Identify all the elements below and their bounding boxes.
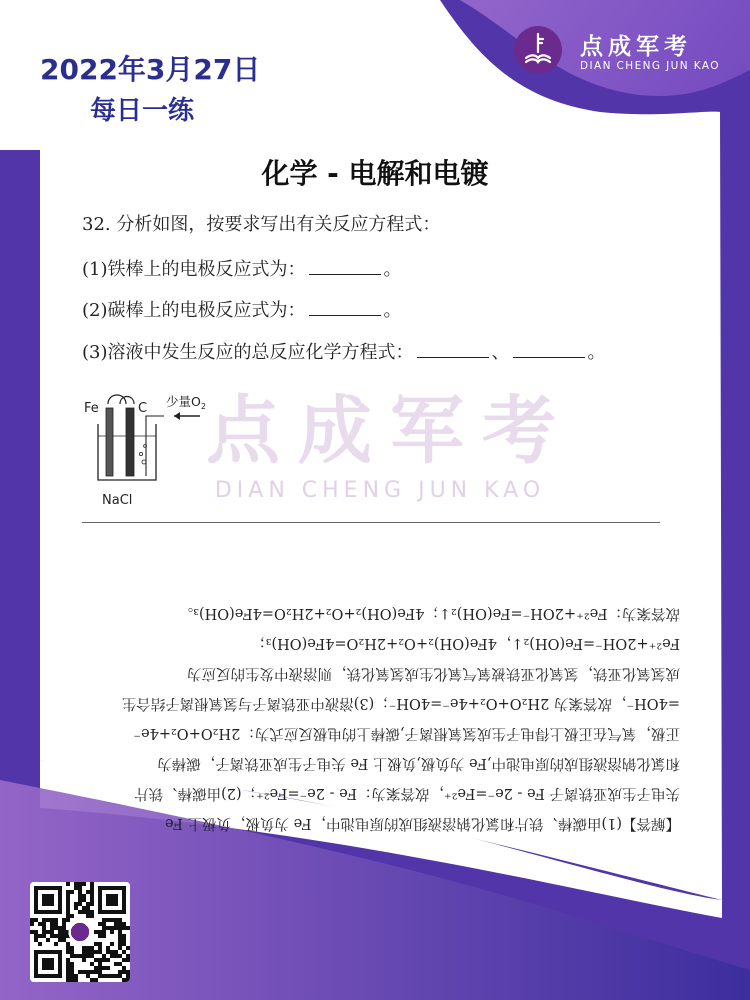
question-part-3-text: (3)溶液中发生反应的总反应化学方程式： [82,342,414,363]
qr-module [98,942,102,946]
qr-module [86,970,90,974]
qr-module [106,966,110,970]
qr-module [86,914,90,918]
qr-module [90,894,94,898]
qr-module [86,902,90,906]
qr-module [46,930,50,934]
qr-module [82,946,86,950]
qr-module [118,962,122,966]
qr-module [66,890,70,894]
question-part-2-text: (2)碳棒上的电极反应式为： [82,300,306,321]
qr-module [122,978,126,982]
qr-module [90,946,94,950]
qr-module [98,966,102,970]
qr-module [122,934,126,938]
qr-module [82,950,86,954]
answer-line: 失电子生成亚铁离子 Fe - 2e⁻=Fe²⁺，故答案为：Fe - 2e⁻=Fe²⁺；(2)由碳棒、铁片 [134,785,680,801]
daily-practice-heading: 每日一练 [90,96,195,126]
qr-module [54,918,58,922]
qr-module [82,910,86,914]
qr-module [66,898,70,902]
qr-module [74,882,78,886]
qr-module [118,946,122,950]
qr-module [38,922,42,926]
qr-module [122,970,126,974]
qr-module [102,930,106,934]
qr-module [70,950,74,954]
qr-module [70,914,74,918]
qr-module [66,970,70,974]
qr-module [118,930,122,934]
qr-module [114,950,118,954]
qr-module [78,898,82,902]
qr-module [82,894,86,898]
qr-module [94,930,98,934]
watermark-subtext: DIAN CHENG JUN KAO [214,478,546,503]
qr-module [38,942,42,946]
qr-module [126,974,130,978]
electrochemical-cell-diagram [82,392,212,514]
qr-module [98,970,102,974]
qr-module [122,958,126,962]
qr-module [70,970,74,974]
qr-module [82,958,86,962]
qr-module [118,918,122,922]
qr-module [30,922,34,926]
qr-module [66,918,70,922]
qr-module [122,942,126,946]
qr-module [58,938,62,942]
qr-module [78,894,82,898]
gas-tube [146,416,164,476]
divider [82,522,660,523]
period-mark: 。 [587,342,606,363]
qr-module [54,942,58,946]
qr-module [62,930,66,934]
qr-module [122,950,126,954]
qr-module [118,970,122,974]
qr-module [86,954,90,958]
qr-module [94,958,98,962]
qr-module [78,954,82,958]
qr-module [66,958,70,962]
answer-line: =4OH⁻，故答案为 2H₂O+O₂+4e⁻=4OH⁻；(3)溶液中亚铁离子与氢氧根离子结合生 [121,695,680,711]
qr-module [50,930,54,934]
qr-module [42,930,46,934]
qr-module [126,954,130,958]
qr-module [106,918,110,922]
qr-module [54,926,58,930]
qr-module [98,934,102,938]
qr-module [42,926,46,930]
brand-name: 点成军考 [580,34,692,60]
qr-module [90,910,94,914]
qr-module [110,950,114,954]
qr-module [50,922,54,926]
answer-line: 和氯化钠溶液组成的原电池中,Fe 为负极,负极上 Fe 失电子生成亚铁离子，碳棒为 [157,755,680,771]
qr-module [50,918,54,922]
qr-module [106,946,110,950]
qr-module [58,930,62,934]
period-mark: 。 [383,300,402,321]
qr-module [78,890,82,894]
qr-module [90,970,94,974]
qr-module [78,886,82,890]
qr-module [102,954,106,958]
qr-module [102,966,106,970]
qr-module [66,950,70,954]
qr-module [34,930,38,934]
qr-module [66,962,70,966]
qr-module [126,926,130,930]
qr-module [42,918,46,922]
qr-module [54,934,58,938]
qr-module [78,902,82,906]
qr-module [110,926,114,930]
qr-module [122,922,126,926]
qr-module [94,942,98,946]
qr-module [78,910,82,914]
qr-module [94,970,98,974]
arrow-head-icon [174,412,180,420]
qr-module [34,918,38,922]
answer-line: 【解答】(1)由碳棒、铁片和氯化钠溶液组成的原电池中，Fe 为负极，负极上 Fe [165,815,680,831]
answer-blank [513,341,585,358]
qr-module [114,974,118,978]
question-part-2 [82,296,402,322]
qr-module [74,886,78,890]
qr-module [62,934,66,938]
label-fe: Fe [84,401,99,416]
qr-module [66,966,70,970]
carbon-rod [126,408,134,476]
qr-module [62,926,66,930]
qr-module [74,974,78,978]
qr-module [94,950,98,954]
qr-module [90,882,94,886]
qr-module [66,974,70,978]
qr-module [82,906,86,910]
separator-mark: 、 [491,342,510,363]
qr-module [126,946,130,950]
qr-code [30,882,130,982]
qr-module [82,954,86,958]
qr-module [102,934,106,938]
qr-module [118,954,122,958]
question-part-3 [82,338,606,364]
qr-module [58,926,62,930]
qr-module [46,938,50,942]
answer-line: 成氢氧化亚铁，氢氧化亚铁被氧气氧化生成氢氧化铁，则溶液中发生的反应为 [187,665,680,681]
qr-module [70,890,74,894]
qr-module [46,918,50,922]
answer-section-inverted [95,548,680,838]
qr-module [102,926,106,930]
qr-module [34,938,38,942]
qr-module [98,958,102,962]
qr-module [102,958,106,962]
qr-module [102,918,106,922]
qr-module [62,922,66,926]
qr-module [102,974,106,978]
answer-blank [309,299,381,316]
qr-module [70,974,74,978]
qr-module [66,902,70,906]
qr-module [90,914,94,918]
qr-module [122,938,126,942]
qr-module [106,974,110,978]
qr-module [114,918,118,922]
qr-module [98,974,102,978]
qr-module [98,962,102,966]
qr-module [82,898,86,902]
qr-module [42,922,46,926]
answer-line: Fe²⁺+2OH⁻=Fe(OH)₂↓，4Fe(OH)₂+O₂+2H₂O=4Fe(OH)₃； [251,635,680,651]
qr-module [62,918,66,922]
qr-module [82,882,86,886]
qr-module [50,934,54,938]
qr-module [66,906,70,910]
qr-module [30,930,34,934]
qr-module [118,938,122,942]
qr-module [62,938,66,942]
label-nacl: NaCl [102,493,133,508]
qr-module [98,950,102,954]
qr-module [66,942,70,946]
qr-module [86,906,90,910]
wire [120,397,134,405]
qr-module [74,902,78,906]
qr-module [106,950,110,954]
qr-module [110,942,114,946]
qr-module [98,946,102,950]
qr-module [82,970,86,974]
label-o2: 少量$O_2$ [166,394,206,411]
answer-blank [417,341,489,358]
wire [108,395,126,404]
qr-module [90,954,94,958]
qr-module [70,946,74,950]
qr-module [94,966,98,970]
qr-module [110,930,114,934]
qr-module [38,934,42,938]
qr-module [66,882,70,886]
period-mark: 。 [383,259,402,280]
qr-module [102,922,106,926]
qr-module [110,918,114,922]
question-intro: 32. 分析如图，按要求写出有关反应方程式： [82,214,441,235]
qr-module [50,926,54,930]
qr-module [90,898,94,902]
qr-module [118,942,122,946]
qr-module [66,894,70,898]
answer-blank [309,258,381,275]
qr-module [30,918,34,922]
qr-module [106,926,110,930]
qr-module [86,974,90,978]
qr-module [78,970,82,974]
qr-module [106,958,110,962]
date-heading: 2022年3月27日 [40,53,261,86]
qr-module [70,966,74,970]
qr-module [118,922,122,926]
qr-module [66,978,70,982]
qr-module [78,882,82,886]
question-part-1-text: (1)铁棒上的电极反应式为： [82,259,306,280]
iron-rod [106,408,113,476]
qr-logo-icon [70,922,91,943]
qr-module [66,946,70,950]
qr-module [74,906,78,910]
watermark-text: 点成军考 [206,388,574,474]
label-c: C [138,401,148,416]
qr-module [118,974,122,978]
qr-module [74,978,78,982]
qr-module [90,950,94,954]
qr-module [70,954,74,958]
page-title: 化学 - 电解和电镀 [261,157,489,190]
qr-module [114,954,118,958]
qr-module [114,926,118,930]
qr-module [126,970,130,974]
qr-module [54,922,58,926]
qr-module [118,926,122,930]
answer-line: 正极，氧气在正极上得电子生成氢氧根离子,碳棒上的电极反应式为：2H₂O+O₂+4e⁻ [133,725,680,741]
answer-line: 故答案为：Fe²⁺+2OH⁻=Fe(OH)₂↓；4Fe(OH)₂+O₂+2H₂O=4Fe(OH)₃。 [178,605,680,621]
qr-module [58,934,62,938]
qr-module [90,886,94,890]
qr-module [70,978,74,982]
qr-module [114,962,118,966]
qr-module [86,910,90,914]
bubble [142,460,146,464]
qr-module [94,978,98,982]
qr-module [66,910,70,914]
qr-module [90,962,94,966]
bubble [139,452,142,455]
qr-module [74,954,78,958]
qr-module [118,934,122,938]
qr-module [122,966,126,970]
qr-module [110,974,114,978]
qr-module [98,930,102,934]
qr-module [66,914,70,918]
qr-module [70,962,74,966]
qr-module [42,934,46,938]
qr-module [86,890,90,894]
qr-module [110,954,114,958]
qr-module [34,934,38,938]
qr-module [90,978,94,982]
qr-module [86,946,90,950]
qr-module [126,958,130,962]
qr-module [98,922,102,926]
qr-module [86,950,90,954]
qr-module [90,890,94,894]
brand-subtitle: DIAN CHENG JUN KAO [580,60,720,72]
question-part-1 [82,255,402,281]
qr-module [90,902,94,906]
qr-module [122,926,126,930]
qr-module [114,922,118,926]
